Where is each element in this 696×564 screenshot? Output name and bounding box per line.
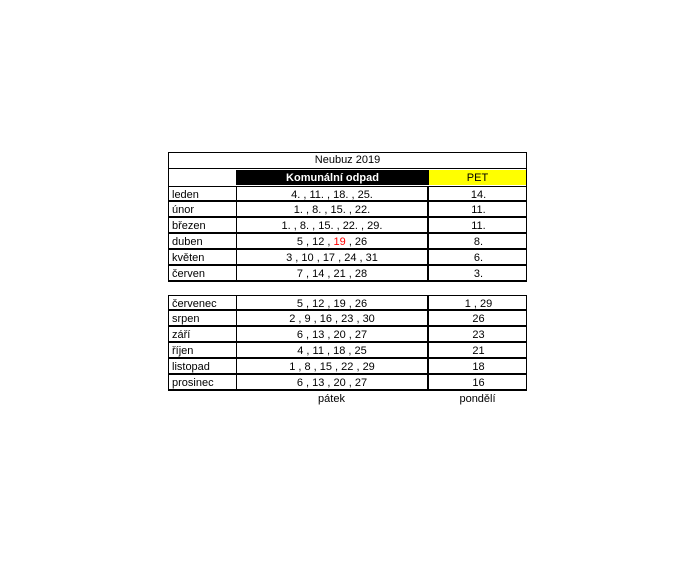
table-row <box>168 311 527 327</box>
komunalni-cell: 4 , 11 , 18 , 25 <box>236 343 429 359</box>
pet-cell: 11. <box>471 220 486 232</box>
month-cell: červenec <box>172 298 217 310</box>
table-row <box>168 359 527 375</box>
section-gap <box>168 282 527 295</box>
komunalni-cell: 5 , 12 , 19 , 26 <box>236 296 429 312</box>
table-row <box>168 295 527 311</box>
komunalni-cell <box>236 234 429 250</box>
komunalni-cell: 3 , 10 , 17 , 24 , 31 <box>236 250 429 266</box>
month-cell: duben <box>172 236 203 248</box>
header-row <box>168 169 527 186</box>
highlighted-date: 19 <box>333 236 346 248</box>
pet-cell: 23 <box>472 329 485 341</box>
month-cell: srpen <box>172 313 200 325</box>
pet-cell: 16 <box>472 377 485 389</box>
header-pet: PET <box>429 170 526 185</box>
month-cell: listopad <box>172 361 210 373</box>
table-row <box>168 218 527 234</box>
month-cell: únor <box>172 204 195 216</box>
table-row <box>168 266 527 282</box>
table-row <box>168 186 527 202</box>
table-row <box>168 375 527 391</box>
komunalni-cell: 4. , 11. , 18. , 25. <box>236 187 429 203</box>
pet-cell: 3. <box>473 268 484 280</box>
schedule-title: Neubuz 2019 <box>168 152 527 169</box>
komunalni-cell: 2 , 9 , 16 , 23 , 30 <box>236 311 429 327</box>
month-cell: březen <box>172 220 206 232</box>
header-komunalni: Komunální odpad <box>236 170 429 185</box>
table-row <box>168 343 527 359</box>
table-row <box>168 202 527 218</box>
pet-day-label: pondělí <box>459 393 496 405</box>
table-row <box>168 250 527 266</box>
komunalni-cell: 1 , 8 , 15 , 22 , 29 <box>236 359 429 375</box>
komunalni-cell: 6 , 13 , 20 , 27 <box>236 327 429 343</box>
date-text: 5 , 12 , <box>296 236 334 248</box>
pet-cell: 11. <box>471 204 486 216</box>
table-row <box>168 234 527 250</box>
month-cell: říjen <box>172 345 194 357</box>
pet-cell: 8. <box>473 236 484 248</box>
pet-cell: 6. <box>473 252 484 264</box>
pet-cell: 1 , 29 <box>464 298 493 310</box>
pet-cell: 26 <box>472 313 485 325</box>
month-cell: leden <box>172 189 199 201</box>
pet-cell: 21 <box>472 345 485 357</box>
table-row <box>168 327 527 343</box>
komunalni-cell: 1. , 8. , 15. , 22. <box>236 202 429 218</box>
footer-row <box>168 391 527 407</box>
pet-cell: 18 <box>472 361 485 373</box>
komunalni-cell: 6 , 13 , 20 , 27 <box>236 375 429 391</box>
komunalni-cell: 1. , 8. , 15. , 22. , 29. <box>236 218 429 234</box>
schedule-sheet <box>168 152 527 407</box>
date-text: , 26 <box>345 236 368 248</box>
komunalni-day-label: pátek <box>318 393 345 405</box>
month-cell: prosinec <box>172 377 214 389</box>
month-cell: září <box>172 329 191 341</box>
month-cell: červen <box>172 268 206 280</box>
komunalni-cell: 7 , 14 , 21 , 28 <box>236 266 429 282</box>
month-cell: květen <box>172 252 205 264</box>
pet-cell: 14. <box>470 189 487 201</box>
